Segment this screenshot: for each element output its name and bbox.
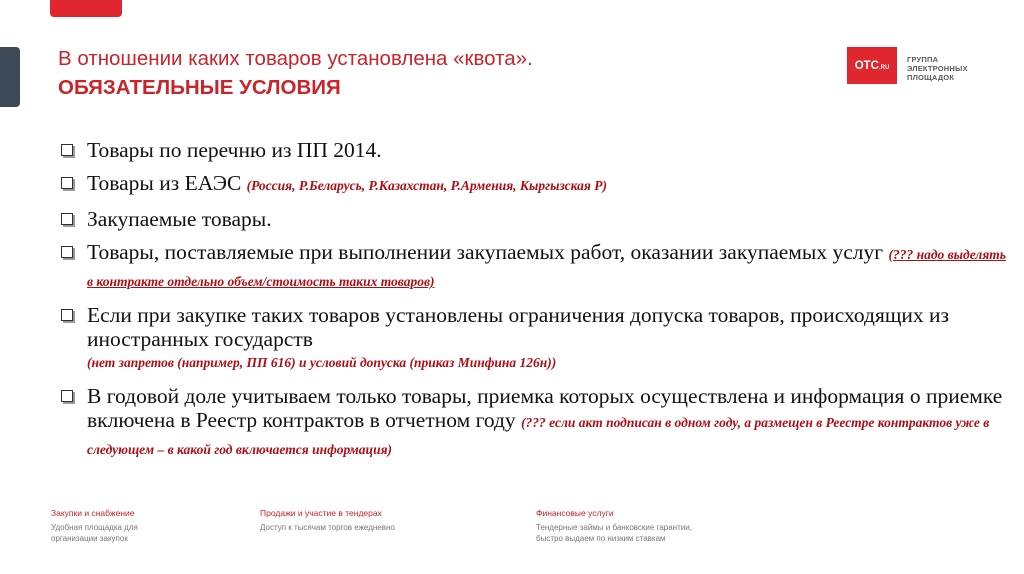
logo-suffix: .RU (878, 64, 890, 71)
top-accent-tab (50, 0, 122, 17)
item-note: (Россия, Р.Беларусь, Р.Казахстан, Р.Армения, Кыргызская Р) (246, 178, 607, 193)
list-item (57, 138, 1007, 162)
footer-heading: Продажи и участие в тендерах (260, 508, 382, 518)
footer-description: Удобная площадка для организации закупок (51, 523, 138, 543)
footer-column-sales (260, 508, 395, 533)
list-item (57, 303, 1007, 375)
footer-heading: Закупки и снабжение (51, 508, 135, 518)
conditions-list (57, 138, 1007, 471)
item-text: В годовой доле учитываем только товары, приемка которых осуществлена и информация о приемке включена в Реестр контрактов в отчетном году (87, 384, 1003, 432)
footer-description: Тендерные займы и банковские гарантии, быстро выдаем по низким ставкам (536, 523, 692, 543)
list-item (57, 240, 1007, 294)
logo-caption-line: ПЛОЩАДОК (907, 73, 955, 82)
item-note: (??? надо выделять в контракте отдельно объем/стоимость таких товаров) (87, 247, 1006, 289)
checkbox-bullet-icon (61, 144, 73, 156)
side-accent-bar (0, 47, 20, 107)
checkbox-bullet-icon (61, 309, 73, 321)
checkbox-bullet-icon (61, 390, 73, 402)
item-text: Товары по перечню из ПП 2014. (87, 138, 382, 162)
checkbox-bullet-icon (61, 246, 73, 258)
item-note: (??? если акт подписан в одном году, а размещен в Реестре контрактов уже в следующем – в какой год включается информация) (87, 415, 990, 457)
list-item (57, 384, 1007, 462)
logo-text: ОТС.RU (854, 59, 890, 72)
ots-logo (847, 47, 897, 84)
title-line-2: ОБЯЗАТЕЛЬНЫЕ УСЛОВИЯ (58, 76, 341, 99)
item-text: Товары из ЕАЭС (87, 171, 242, 195)
item-text: Закупаемые товары. (87, 207, 272, 231)
slide-title (58, 44, 818, 102)
item-text: Товары, поставляемые при выполнении закупаемых работ, оказании закупаемых услуг (87, 240, 884, 264)
logo-caption-line: ЭЛЕКТРОННЫХ (907, 64, 968, 73)
list-item (57, 171, 1007, 198)
footer-column-finance (536, 508, 692, 544)
footer-column-purchases (51, 508, 138, 544)
checkbox-bullet-icon (61, 213, 73, 225)
checkbox-bullet-icon (61, 177, 73, 189)
logo-caption (907, 55, 968, 82)
title-line-1: В отношении каких товаров установлена «квота». (58, 47, 533, 70)
logo-caption-line: ГРУППА (907, 55, 939, 64)
list-item (57, 207, 1007, 231)
footer-heading: Финансовые услуги (536, 508, 614, 518)
item-note: (нет запретов (например, ПП 616) и условий допуска (приказ Минфина 126н)) (87, 355, 557, 370)
item-text: Если при закупке таких товаров установлены ограничения допуска товаров, происходящих из иностранных государств (87, 303, 950, 351)
footer-description: Доступ к тысячам торгов ежедневно (260, 523, 395, 532)
